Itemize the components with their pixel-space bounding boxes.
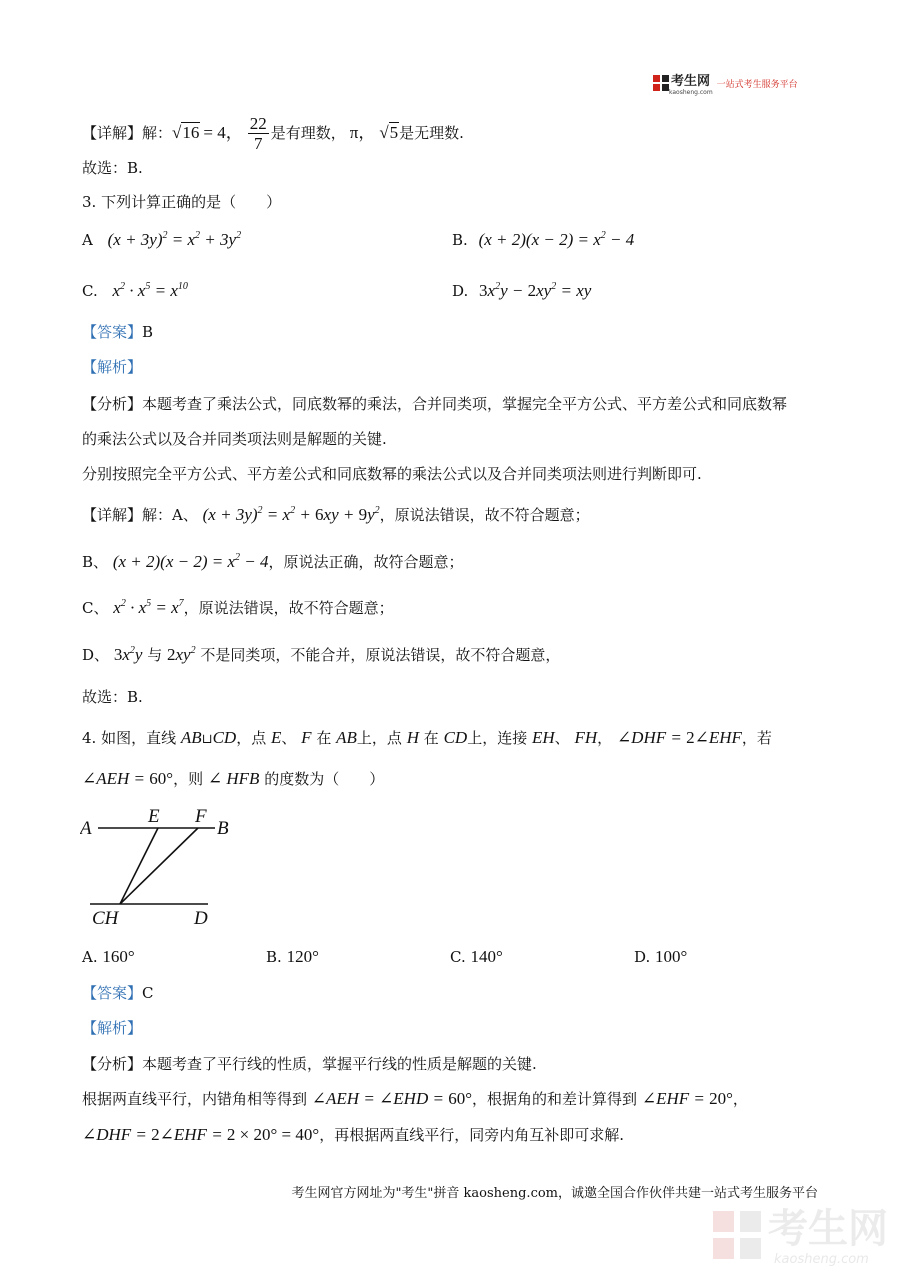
q3-fenxi-1-text: 本题考查了乘法公式，同底数幂的乘法，合并同类项，掌握完全平方公式、平方差公式和同底数幂: [142, 395, 788, 413]
q3-option-c: C. $x^2 \cdot x^5 = x^{10}$: [82, 281, 188, 300]
q3-detail-b-lead: B、: [82, 553, 109, 571]
logo-slogan: 一站式考生服务平台: [716, 79, 798, 90]
q3-stem: 3. 下列计算正确的是（ ）: [82, 193, 282, 211]
q4-option-a-label: A.: [82, 948, 98, 966]
q4-stem-1f: 在: [423, 729, 439, 747]
q4-stem-1i: ，: [597, 729, 613, 747]
kaosheng-logo-icon: [653, 74, 669, 92]
q2-detail-label: 【详解】: [82, 124, 143, 142]
q2-pi: π，: [349, 123, 376, 142]
logo-name: 考生网: [671, 74, 711, 89]
sqrt-5: √5: [379, 123, 399, 142]
q4-answer: [82, 982, 154, 1004]
q3-analysis-label: 【解析】: [82, 358, 143, 376]
q4-stem-line-1: 4. 如图，直线 AB⊔CD，点 E、 F 在 AB上，点 H 在 CD上，连接 EH、 FH， ∠DHF = 2∠EHF，若: [82, 728, 772, 747]
q3-answer-label: 【答案】: [82, 323, 143, 341]
q3-option-b: B. $(x + 2)(x - 2) = x^2 - 4$: [452, 230, 635, 249]
watermark: [712, 1206, 888, 1267]
q4-stem-1a: 4. 如图，直线: [82, 729, 177, 747]
q3-answer: [82, 321, 153, 343]
header-logo: [653, 72, 798, 94]
q4-reason-1: 根据两直线平行，内错角相等得到 ∠AEH = ∠EHD = 60°，根据角的和差计算得到 ∠EHF = 20°，: [82, 1089, 748, 1108]
sqrt-5-arg: 5: [389, 123, 399, 142]
q4-stem-1c: 、: [281, 729, 297, 747]
q4-option-d-value: 100°: [655, 947, 688, 966]
q3-answer-value: B: [142, 323, 154, 341]
q2-detail-line: [82, 113, 464, 153]
q3-option-c-label: C.: [82, 282, 98, 300]
q3-fenxi-2: 的乘法公式以及合并同类项法则是解题的关键.: [82, 430, 387, 448]
q3-fenxi-3: 分别按照完全平方公式、平方差公式和同底数幂的乘法公式以及合并同类项法则进行判断即可.: [82, 465, 702, 483]
q4-reason-1a: 根据两直线平行，内错角相等得到: [82, 1090, 308, 1108]
q4-fenxi: [82, 1053, 537, 1075]
fraction-22-7: [248, 114, 269, 153]
q2-eq4: = 4，: [203, 123, 243, 142]
q4-answer-value: C: [142, 984, 154, 1002]
q3-detail-c-tail: ，原说法错误，故不符合题意；: [183, 599, 394, 617]
q3-detail-b-tail: ，原说法正确，故符合题意；: [268, 553, 464, 571]
q4-stem-1b: ，点: [236, 729, 267, 747]
q4-reason-2-text: ，再根据两直线平行，同旁内角互补即可求解.: [319, 1126, 624, 1144]
q3-choose: 故选：B.: [82, 688, 143, 706]
q2-choose: 故选：B.: [82, 159, 143, 177]
q4-stem-1h: 、: [554, 729, 570, 747]
label-a: A: [80, 818, 92, 839]
q4-option-a: [82, 946, 135, 968]
frac-num: 22: [249, 113, 267, 133]
q4-stem-1e: 上，点: [356, 729, 402, 747]
q4-fenxi-label: 【分析】: [82, 1055, 143, 1073]
q4-analysis-label: 【解析】: [82, 1019, 143, 1037]
q3-fenxi-1: [82, 393, 787, 415]
q3-detail-a: 【详解】解：A、 $(x + 3y)^2 = x^2 + 6xy + 9y^2$，原说法错误，故不符合题意；: [82, 505, 590, 524]
q4-option-a-value: 160°: [102, 947, 135, 966]
q4-reason-1c: ，: [732, 1090, 748, 1108]
q3-detail-b: B、 $(x + 2)(x - 2) = x^2 - 4$，原说法正确，故符合题意；: [82, 552, 464, 571]
label-e: E: [148, 806, 160, 827]
q4-stem-line-2: ∠AEH = 60°，则 ∠ HFB 的度数为（ ）: [82, 769, 385, 788]
q4-option-c-value: 140°: [470, 947, 503, 966]
q3-detail-label: 【详解】: [82, 506, 143, 524]
q4-option-d: [634, 946, 687, 968]
q3-detail-d: D、 $3x^2y$ 与 $2xy^2$ 不是同类项，不能合并，原说法错误，故不符合题意，: [82, 645, 561, 664]
logo-text: [669, 70, 713, 96]
q3-option-a-label: A: [82, 231, 93, 249]
q3-option-d: D. $3x^2y - 2xy^2$ = xy: [452, 281, 592, 300]
page-footer: 考生网官方网址为"考生"拼音 kaosheng.com，诚邀全国合作伙伴共建一站式考生服务平台: [291, 1186, 818, 1201]
q3-option-b-label: B.: [452, 231, 468, 249]
frac-den: 7: [253, 133, 263, 153]
q3-fenxi-label: 【分析】: [82, 395, 143, 413]
q4-reason-2: ∠DHF = 2∠EHF = 2 × 20° = 40°，再根据两直线平行，同旁内角互补即可求解.: [82, 1125, 624, 1144]
q2-rational: 是有理数，: [270, 124, 346, 142]
q4-stem-1d: 在: [316, 729, 332, 747]
q3-detail-c-lead: C、: [82, 599, 109, 617]
q4-option-b-value: 120°: [286, 947, 319, 966]
q4-answer-label: 【答案】: [82, 984, 143, 1002]
q3-detail-a-lead: 解：A、: [142, 506, 198, 524]
watermark-url: kaosheng.com: [774, 1252, 869, 1267]
q4-fenxi-text: 本题考查了平行线的性质，掌握平行线的性质是解题的关键.: [142, 1055, 537, 1073]
segment-eh: [120, 828, 158, 904]
q4-stem-2b: 的度数为（ ）: [264, 770, 385, 788]
segment-fh: [120, 828, 198, 904]
q4-option-c: [450, 946, 503, 968]
q4-diagram: [80, 806, 250, 928]
label-f: F: [195, 806, 207, 827]
q4-stem-2a: ，则: [173, 770, 204, 788]
q3-detail-d-tail: 不是同类项，不能合并，原说法错误，故不符合题意，: [200, 646, 561, 664]
q3-detail-d-lead: D、: [82, 646, 110, 664]
q4-reason-1b: ，根据角的和差计算得到: [472, 1090, 638, 1108]
q4-stem-1j: ，若: [741, 729, 772, 747]
q4-option-b-label: B.: [266, 948, 282, 966]
q2-detail-lead: 解：: [142, 124, 173, 142]
q3-detail-a-tail: ，原说法错误，故不符合题意；: [379, 506, 590, 524]
q4-stem-1g: 上，连接: [467, 729, 528, 747]
logo-url: kaosheng.com: [669, 89, 713, 96]
watermark-logo-icon: [712, 1208, 762, 1262]
watermark-name: 考生网: [768, 1206, 888, 1252]
sqrt-16-arg: 16: [182, 123, 200, 142]
q3-detail-d-mid: 与: [147, 646, 163, 664]
q3-detail-c: C、 $x^2 \cdot x^5 = x^7$，原说法错误，故不符合题意；: [82, 598, 394, 617]
q4-option-b: [266, 946, 319, 968]
q4-option-d-label: D.: [634, 948, 651, 966]
q3-option-d-label: D.: [452, 282, 469, 300]
label-ch: CH: [92, 908, 119, 928]
q2-irrational: 是无理数.: [399, 124, 464, 142]
label-b: B: [217, 818, 229, 839]
q4-option-c-label: C.: [450, 948, 466, 966]
sqrt-16: √16: [172, 123, 200, 142]
label-d: D: [194, 908, 208, 928]
q3-option-a: A $(x + 3y)^2 = x^2 + 3y^2$: [82, 230, 242, 249]
